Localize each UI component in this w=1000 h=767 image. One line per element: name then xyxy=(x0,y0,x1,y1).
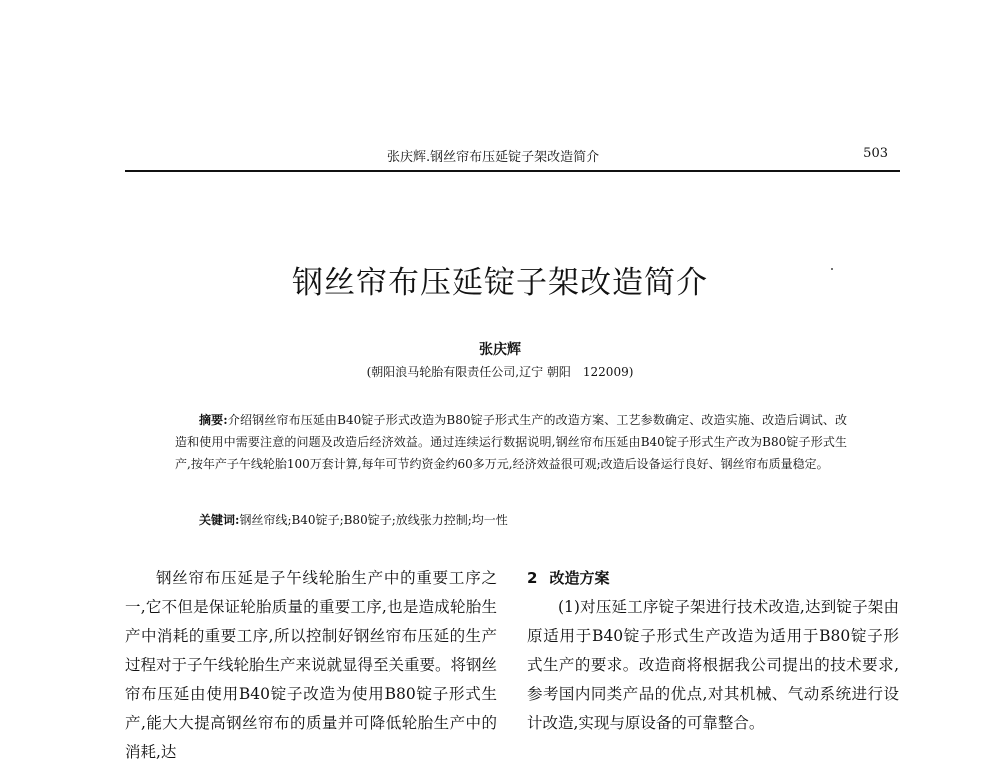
body-paragraph: 钢丝帘布压延是子午线轮胎生产中的重要工序之一,它不但是保证轮胎质量的重要工序,也是造成轮胎生产中消耗的重要工序,所以控制好钢丝帘布压延的生产过程对于子午线轮胎生产来说就显得至关重要。将钢丝帘布压延由使用B40锭子改造为使用B80锭子形式生产,能大大提高钢丝帘布的质量并可降低轮胎生产中的消耗,达 xyxy=(125,569,498,761)
section-heading xyxy=(527,564,899,593)
stray-dot xyxy=(831,268,833,270)
body-column-right xyxy=(527,564,899,738)
author-affiliation: (朝阳浪马轮胎有限责任公司,辽宁 朝阳 122009) xyxy=(366,365,634,379)
section-number: 2 xyxy=(527,569,538,587)
article-title: 钢丝帘布压延锭子架改造简介 xyxy=(292,264,708,301)
section-title: 改造方案 xyxy=(549,569,610,587)
keywords xyxy=(175,509,847,531)
abstract xyxy=(175,409,847,475)
author-name: 张庆辉 xyxy=(479,342,521,358)
abstract-text: 介绍钢丝帘布压延由B40锭子形式改造为B80锭子形式生产的改造方案、工艺参数确定、改造实施、改造后调试、改造和使用中需要注意的问题及改造后经济效益。通过连续运行数据说明,钢丝帘布压延由B40锭子形式生产改为B80锭子形式生产,按年产子午线轮胎100万套计算,每年可节约资金约60多万元,经济效益很可观;改造后设备运行良好、钢丝帘布质量稳定。 xyxy=(175,413,848,471)
body-paragraph: (1)对压延工序锭子架进行技术改造,达到锭子架由原适用于B40锭子形式生产改造为适用于B80锭子形式生产的要求。改造商将根据我公司提出的技术要求,参考国内同类产品的优点,对其机械、气动系统进行设计改造,实现与原设备的可靠整合。 xyxy=(527,598,899,732)
keywords-label: 关键词: xyxy=(199,513,240,527)
running-header-title: 张庆辉.钢丝帘布压延锭子架改造简介 xyxy=(387,150,600,165)
header-rule xyxy=(125,170,900,172)
page-number: 503 xyxy=(863,146,888,161)
running-header xyxy=(125,146,900,168)
abstract-label: 摘要: xyxy=(199,413,228,427)
keywords-text: 钢丝帘线;B40锭子;B80锭子;放线张力控制;均一性 xyxy=(239,513,508,527)
body-column-left xyxy=(125,564,497,767)
